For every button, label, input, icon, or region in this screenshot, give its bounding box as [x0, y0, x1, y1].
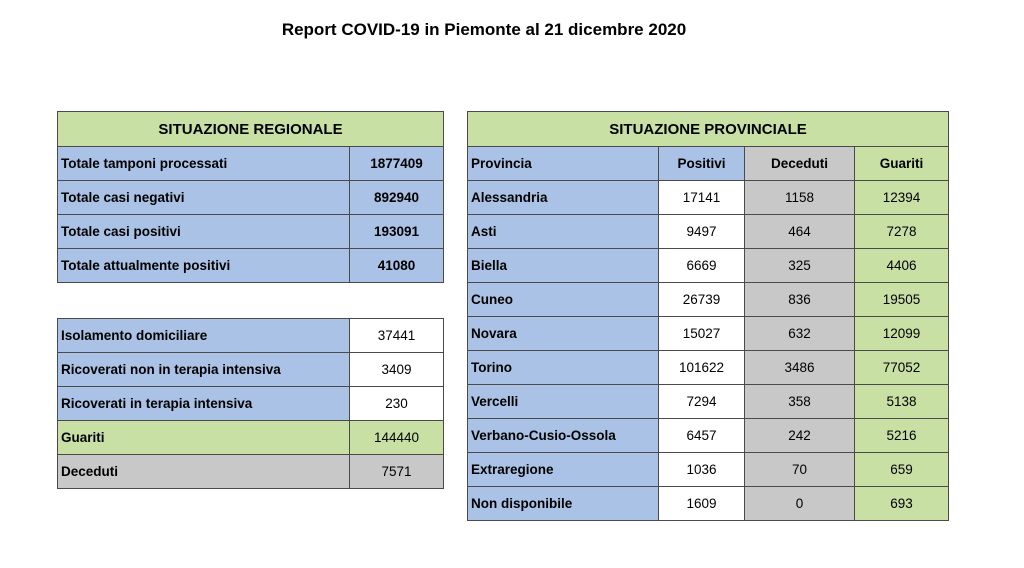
regional-label: Totale tamponi processati — [58, 147, 350, 181]
table-row — [58, 421, 444, 455]
deceduti-value: 325 — [745, 249, 855, 283]
guariti-value: 19505 — [855, 283, 949, 317]
regional-value: 41080 — [350, 249, 444, 283]
status-table — [57, 318, 444, 489]
guariti-value: 693 — [855, 487, 949, 521]
report-title: Report COVID-19 in Piemonte al 21 dicembre 2020 — [281, 20, 687, 39]
status-label: Guariti — [58, 421, 350, 455]
provincia-name: Novara — [468, 317, 659, 351]
provincia-name: Cuneo — [468, 283, 659, 317]
guariti-value: 659 — [855, 453, 949, 487]
positivi-value: 17141 — [659, 181, 745, 215]
table-row — [468, 249, 949, 283]
table-row — [468, 419, 949, 453]
regional-value: 892940 — [350, 181, 444, 215]
deceduti-value: 1158 — [745, 181, 855, 215]
regional-header-row — [58, 112, 444, 147]
table-row — [468, 283, 949, 317]
regional-header: SITUAZIONE REGIONALE — [58, 112, 444, 147]
table-row — [468, 385, 949, 419]
guariti-value: 7278 — [855, 215, 949, 249]
deceduti-value: 836 — [745, 283, 855, 317]
regional-value: 1877409 — [350, 147, 444, 181]
status-label: Ricoverati in terapia intensiva — [58, 387, 350, 421]
table-row — [58, 387, 444, 421]
deceduti-value: 358 — [745, 385, 855, 419]
deceduti-value: 3486 — [745, 351, 855, 385]
status-label: Ricoverati non in terapia intensiva — [58, 353, 350, 387]
provincia-name: Non disponibile — [468, 487, 659, 521]
status-value: 3409 — [350, 353, 444, 387]
table-row — [468, 487, 949, 521]
provincial-header-row — [468, 112, 949, 147]
status-label: Deceduti — [58, 455, 350, 489]
provincial-table — [467, 111, 949, 521]
provincia-name: Biella — [468, 249, 659, 283]
positivi-value: 26739 — [659, 283, 745, 317]
status-value: 230 — [350, 387, 444, 421]
table-row — [468, 181, 949, 215]
deceduti-value: 0 — [745, 487, 855, 521]
status-value: 37441 — [350, 319, 444, 353]
column-header-provincia: Provincia — [468, 147, 659, 181]
positivi-value: 101622 — [659, 351, 745, 385]
column-header-positivi: Positivi — [659, 147, 745, 181]
provincia-name: Torino — [468, 351, 659, 385]
table-row — [468, 317, 949, 351]
positivi-value: 7294 — [659, 385, 745, 419]
regional-table — [57, 111, 444, 283]
positivi-value: 1609 — [659, 487, 745, 521]
regional-label: Totale casi negativi — [58, 181, 350, 215]
provincia-name: Asti — [468, 215, 659, 249]
status-label: Isolamento domiciliare — [58, 319, 350, 353]
deceduti-value: 70 — [745, 453, 855, 487]
status-value: 144440 — [350, 421, 444, 455]
table-row — [58, 215, 444, 249]
table-row — [58, 147, 444, 181]
positivi-value: 15027 — [659, 317, 745, 351]
provincia-name: Extraregione — [468, 453, 659, 487]
positivi-value: 6457 — [659, 419, 745, 453]
table-row — [468, 215, 949, 249]
deceduti-value: 242 — [745, 419, 855, 453]
table-row — [468, 351, 949, 385]
table-row — [58, 353, 444, 387]
guariti-value: 5138 — [855, 385, 949, 419]
table-row — [468, 453, 949, 487]
positivi-value: 9497 — [659, 215, 745, 249]
table-row — [58, 319, 444, 353]
deceduti-value: 632 — [745, 317, 855, 351]
provincial-header: SITUAZIONE PROVINCIALE — [468, 112, 949, 147]
positivi-value: 1036 — [659, 453, 745, 487]
guariti-value: 12099 — [855, 317, 949, 351]
positivi-value: 6669 — [659, 249, 745, 283]
guariti-value: 77052 — [855, 351, 949, 385]
table-row — [58, 249, 444, 283]
guariti-value: 4406 — [855, 249, 949, 283]
regional-value: 193091 — [350, 215, 444, 249]
guariti-value: 12394 — [855, 181, 949, 215]
regional-label: Totale attualmente positivi — [58, 249, 350, 283]
status-value: 7571 — [350, 455, 444, 489]
provincia-name: Verbano-Cusio-Ossola — [468, 419, 659, 453]
guariti-value: 5216 — [855, 419, 949, 453]
regional-label: Totale casi positivi — [58, 215, 350, 249]
provincia-name: Vercelli — [468, 385, 659, 419]
column-header-row — [468, 147, 949, 181]
column-header-guariti: Guariti — [855, 147, 949, 181]
provincia-name: Alessandria — [468, 181, 659, 215]
column-header-deceduti: Deceduti — [745, 147, 855, 181]
table-row — [58, 181, 444, 215]
deceduti-value: 464 — [745, 215, 855, 249]
table-row — [58, 455, 444, 489]
